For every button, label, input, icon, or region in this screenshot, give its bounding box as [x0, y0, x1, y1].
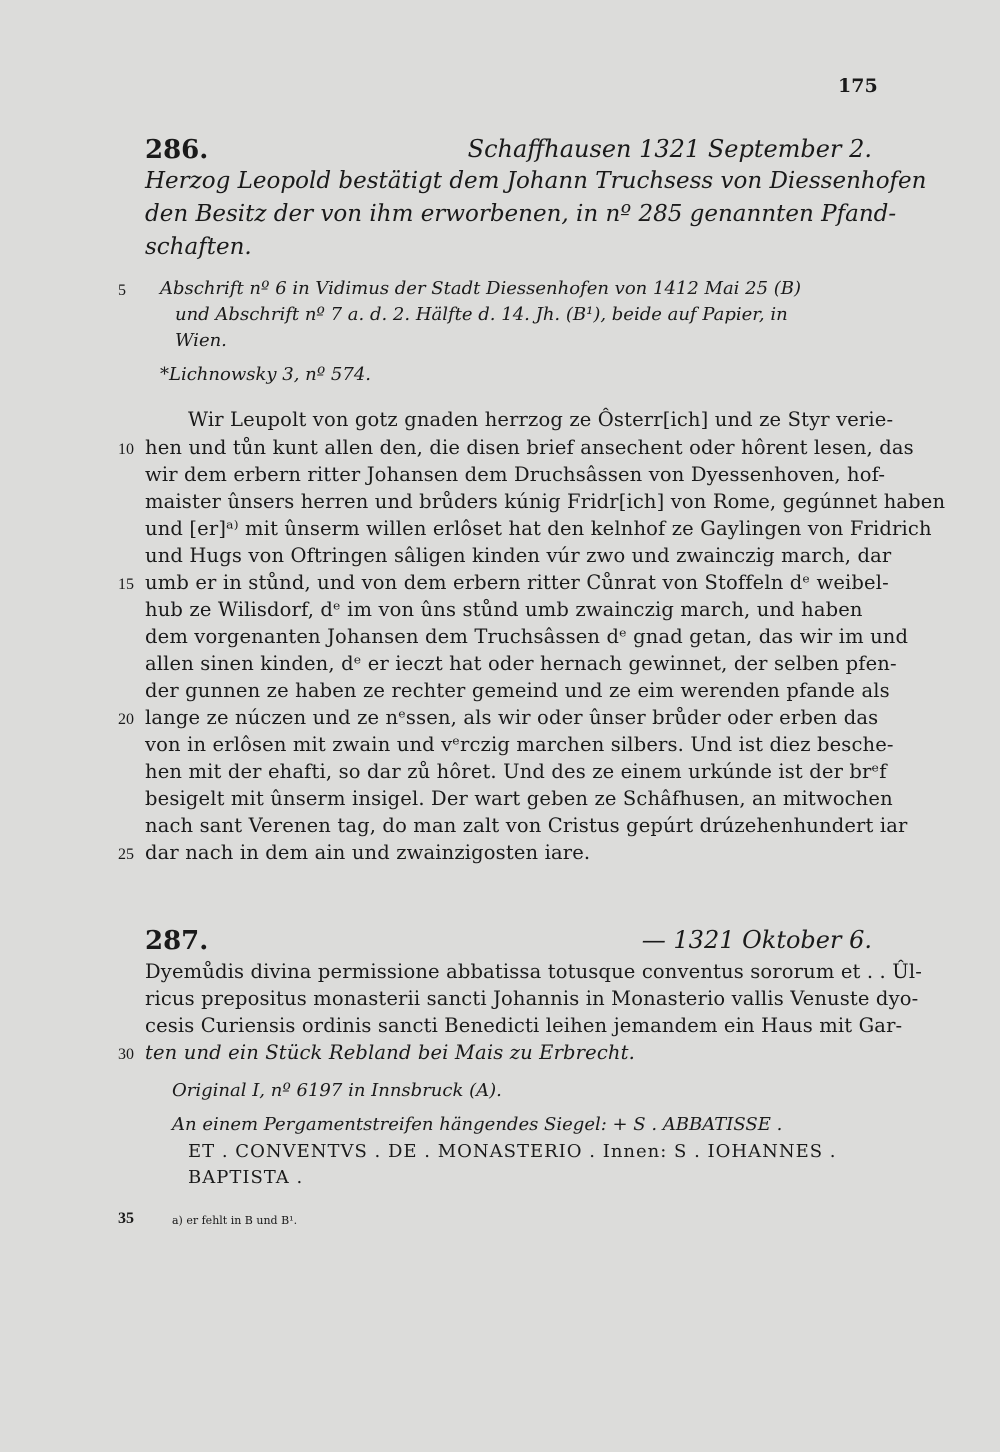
entry-287-seal-1: An einem Pergamentstreifen hängendes Siegel: + S . ABBATISSE . — [172, 1114, 783, 1135]
line-number: 10 — [118, 441, 134, 458]
text-line: hen und tůn kunt allen den, die disen brief ansechent oder hôrent lesen, das — [145, 436, 914, 459]
entry-286-regest — [145, 165, 927, 264]
regest-line: Herzog Leopold bestätigt dem Johann Truchsess von Diessenhofen — [145, 168, 927, 194]
text-line: wir dem erbern ritter Johansen dem Druchsâssen von Dyessenhoven, hof- — [145, 463, 886, 486]
line-number: 15 — [118, 576, 134, 593]
text-line: besigelt mit ûnserm insigel. Der wart geben ze Schâfhusen, an mitwochen — [145, 787, 893, 810]
entry-287-regest-line: Dyemůdis divina permissione abbatissa totusque conventus sororum et . . Ûl- — [145, 960, 922, 983]
line-number: 25 — [118, 846, 134, 863]
text-line: umb er in stůnd, und von dem erbern ritter Cůnrat von Stoffeln dᵉ weibel- — [145, 571, 889, 594]
entry-287-number: 287. — [145, 926, 209, 956]
text-line: Wir Leupolt von gotz gnaden herrzog ze Ôsterr[ich] und ze Styr verie- — [188, 408, 894, 431]
text-line: maister ûnsers herren und brůders kúnig Fridr[ich] von Rome, gegúnnet haben — [145, 490, 946, 513]
entry-287-regest-line: ricus prepositus monasterii sancti Johannis in Monasterio vallis Venuste dyo- — [145, 987, 919, 1010]
regest-line: den Besitz der von ihm erworbenen, in nº 285 genannten Pfand- — [145, 201, 897, 227]
entry-286-source-3: Wien. — [175, 330, 227, 351]
text-line: dar nach in dem ain und zwainzigosten iare. — [145, 841, 591, 864]
entry-286-number: 286. — [145, 135, 209, 165]
line-number: 20 — [118, 711, 134, 728]
footnote: a) er fehlt in B und B¹. — [172, 1214, 298, 1227]
entry-286-dateline: Schaffhausen 1321 September 2. — [467, 135, 872, 163]
entry-287-regest-line: ten und ein Stück Rebland bei Mais zu Erbrecht. — [145, 1041, 635, 1064]
text-line: allen sinen kinden, dᵉ er ieczt hat oder hernach gewinnet, der selben pfen- — [145, 652, 897, 675]
text-line: dem vorgenanten Johansen dem Truchsâssen dᵉ gnad getan, das wir im und — [145, 625, 909, 648]
entry-287-source: Original I, nº 6197 in Innsbruck (A). — [172, 1080, 502, 1101]
text-line: von in erlôsen mit zwain und vᵉrczig marchen silbers. Und ist diez besche- — [145, 733, 894, 756]
text-line: hub ze Wilisdorf, dᵉ im von ûns stůnd umb zwainczig march, und haben — [145, 598, 863, 621]
text-line: und [er]ᵃ⁾ mit ûnserm willen erlôset hat den kelnhof ze Gaylingen von Fridrich — [145, 517, 932, 540]
page-number: 175 — [838, 75, 878, 97]
entry-286-source-2: und Abschrift nº 7 a. d. 2. Hälfte d. 14. Jh. (B¹), beide auf Papier, in — [175, 304, 788, 325]
regest-line: schaften. — [145, 234, 252, 260]
entry-286-source-1: Abschrift nº 6 in Vidimus der Stadt Diessenhofen von 1412 Mai 25 (B) — [160, 278, 802, 299]
text-line: und Hugs von Oftringen sâligen kinden vúr zwo und zwainczig march, dar — [145, 544, 892, 567]
entry-287-regest-line: cesis Curiensis ordinis sancti Benedicti leihen jemandem ein Haus mit Gar- — [145, 1014, 903, 1037]
entry-287-dateline: — 1321 Oktober 6. — [641, 926, 872, 954]
line-number: 35 — [118, 1210, 134, 1227]
text-line: lange ze núczen und ze nᵉssen, als wir oder ûnser brůder oder erben das — [145, 706, 879, 729]
line-number: 30 — [118, 1046, 134, 1063]
entry-287-seal-2: ET . CONVENTVS . DE . MONASTERIO . Innen: S . IOHANNES . — [188, 1141, 837, 1162]
line-number: 5 — [118, 282, 126, 299]
text-line: der gunnen ze haben ze rechter gemeind und ze eim werenden pfande als — [145, 679, 890, 702]
text-line: hen mit der ehafti, so dar zů hôret. Und des ze einem urkúnde ist der brᵉf — [145, 760, 887, 783]
entry-286-print-reference: *Lichnowsky 3, nº 574. — [160, 364, 372, 385]
text-line: nach sant Verenen tag, do man zalt von Cristus gepúrt drúzehenhundert iar — [145, 814, 908, 837]
entry-287-seal-3: BAPTISTA . — [188, 1167, 304, 1188]
